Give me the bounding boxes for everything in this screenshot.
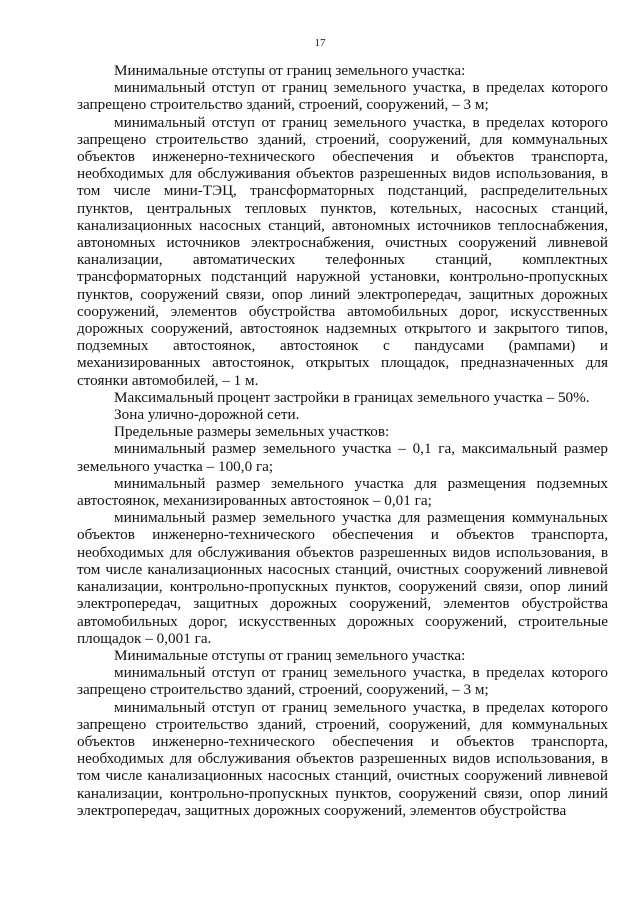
paragraph-min-setback-utilities: минимальный отступ от границ земельного участка, в пределах которого запрещено строительство зданий, строений, сооружений, для коммунальных объектов инженерно-технического обеспечения и объектов транспорта, необходимых для обслуживания объектов разрешенных видов использования, в том числе мини-ТЭЦ, трансформаторных подстанций, распределительных пунктов, центральных тепловых пунктов, котельных, насосных станций, канализационных насосных станций, автономных источников теплоснабжения, автономных источников электроснабжения, очистных сооружений ливневой канализации, автоматических телефонных станций, комплектных трансформаторных подстанций наружной установки, контрольно-пропускных пунктов, сооружений связи, опор линий электропередач, защитных дорожных сооружений, элементов обустройства автомобильных дорог, искусственных дорожных сооружений, автостоянок надземных открытого и закрытого типов, подземных автостоянок, автостоянок с пандусами (рампами) и механизированных автостоянок, открытых площадок, предназначенных для стоянки автомобилей, – 1 м. xyxy=(77,113,608,389)
document-body xyxy=(77,62,608,819)
paragraph-plot-size-min-max: минимальный размер земельного участка – 0,1 га, максимальный размер земельного участка – 100,0 га; xyxy=(77,440,608,475)
paragraph-min-setback-buildings: минимальный отступ от границ земельного участка, в пределах которого запрещено строительство зданий, строений, сооружений, – 3 м; xyxy=(77,79,608,114)
heading-min-setbacks-2: Минимальные отступы от границ земельного участка: xyxy=(114,646,466,664)
paragraph-min-setback-utilities-2: минимальный отступ от границ земельного участка, в пределах которого запрещено строительство зданий, строений, сооружений, для коммунальных объектов инженерно-технического обеспечения и объектов транспорта, необходимых для обслуживания объектов разрешенных видов использования, в том числе канализационных насосных станций, очистных сооружений ливневой канализации, контрольно-пропускных пунктов, сооружений связи, опор линий электропередач, защитных дорожных сооружений, элементов обустройства xyxy=(77,698,608,819)
heading-min-setbacks: Минимальные отступы от границ земельного участка: xyxy=(114,62,466,79)
heading-plot-size-limits: Предельные размеры земельных участков: xyxy=(114,423,390,441)
paragraph-plot-size-parking: минимальный размер земельного участка для размещения подземных автостоянок, механизированных автостоянок – 0,01 га; xyxy=(77,474,608,510)
paragraph-plot-size-utilities: минимальный размер земельного участка для размещения коммунальных объектов инженерно-технического обеспечения и объектов транспорта, необходимых для обслуживания объектов разрешенных видов использования, в том числе канализационных насосных станций, очистных сооружений ливневой канализации, контрольно-пропускных пунктов, сооружений связи, опор линий электропередач, защитных дорожных сооружений, элементов обустройства автомобильных дорог, искусственных дорожных сооружений, строительные площадок – 0,001 га. xyxy=(77,509,608,647)
paragraph-max-building-coverage: Максимальный процент застройки в границах земельного участка – 50%. xyxy=(114,388,590,406)
paragraph-min-setback-buildings-2: минимальный отступ от границ земельного участка, в пределах которого запрещено строительство зданий, строений, сооружений, – 3 м; xyxy=(77,664,608,699)
heading-street-road-zone: Зона улично-дорожной сети. xyxy=(114,406,300,424)
page-number: 17 xyxy=(314,37,326,49)
